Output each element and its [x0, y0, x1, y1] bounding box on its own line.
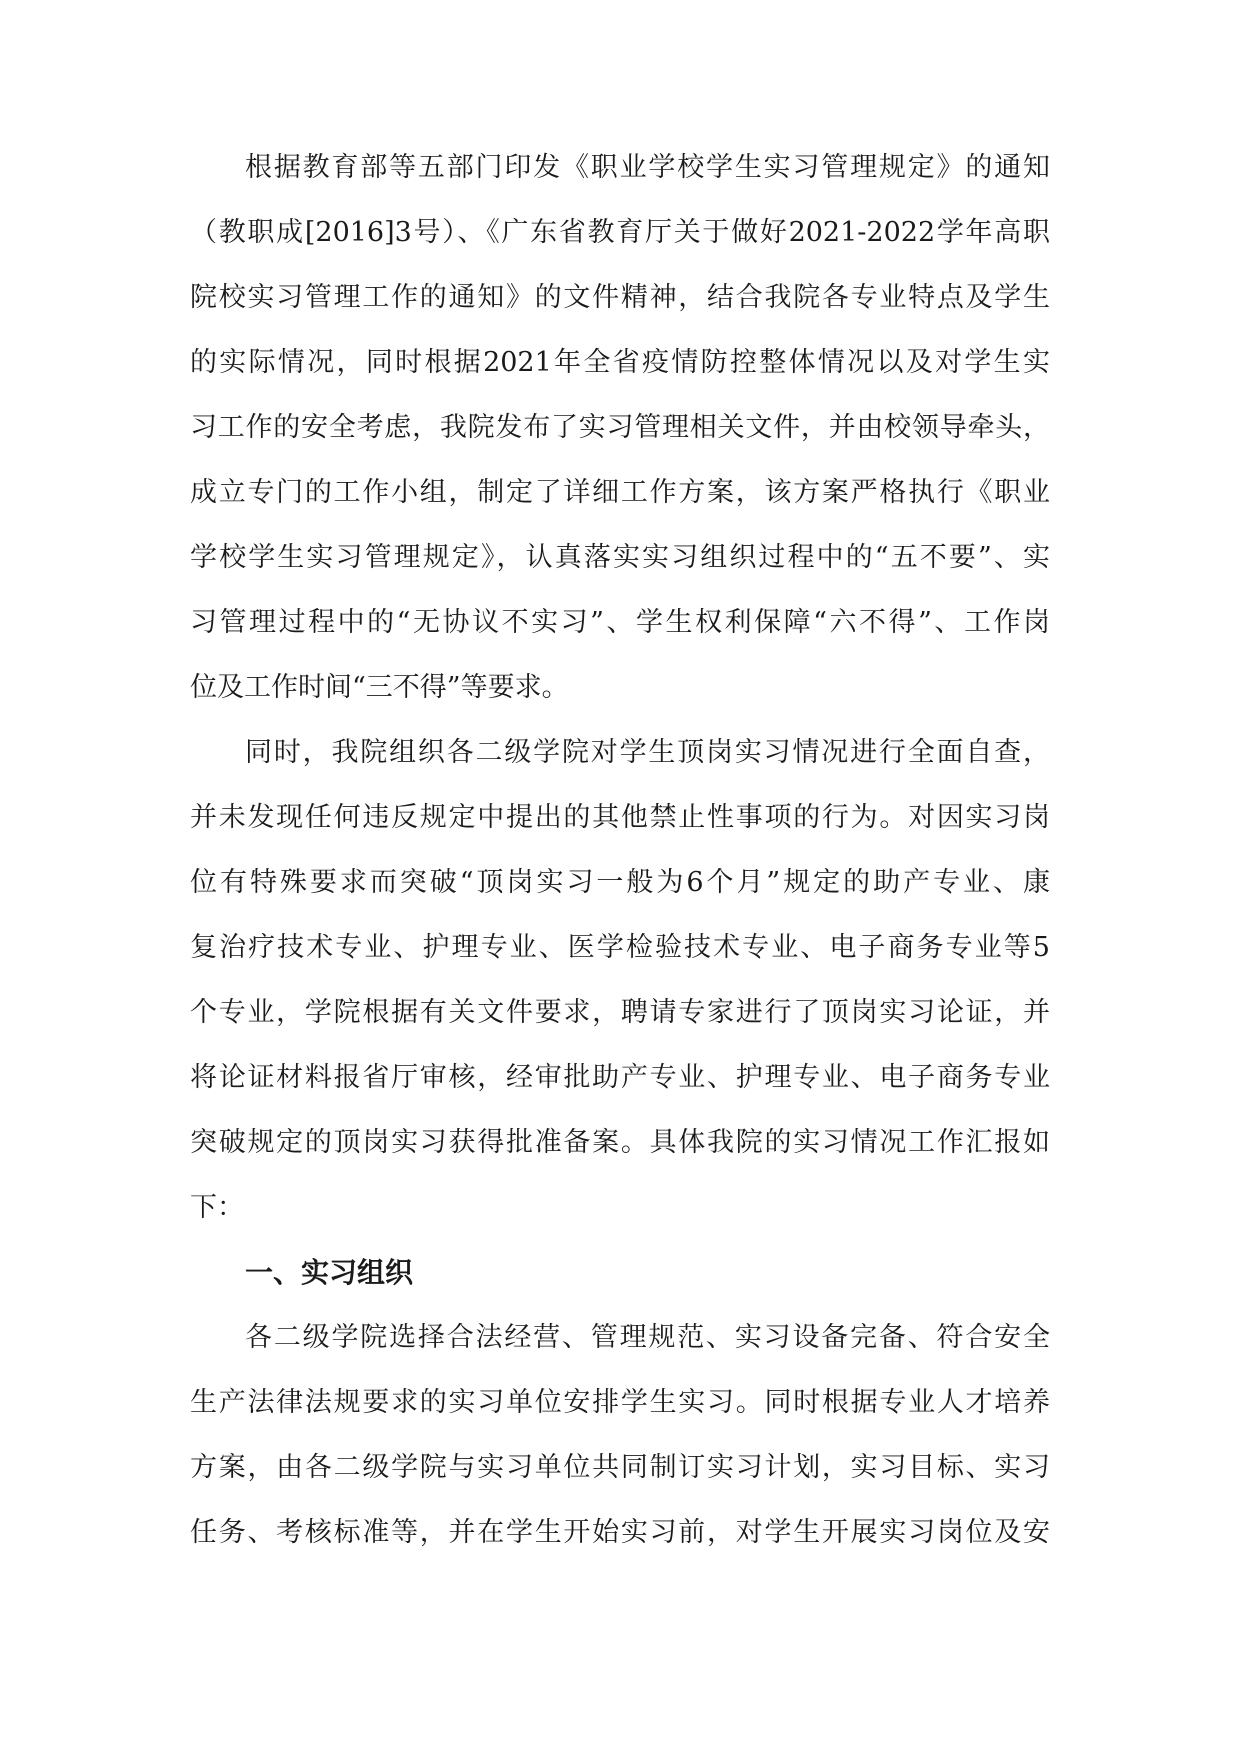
- paragraph-2-line: 突破规定的顶岗实习获得批准备案。具体我院的实习情况工作汇报如: [190, 1127, 1050, 1158]
- paragraph-1-line: 习工作的安全考虑，我院发布了实习管理相关文件，并由校领导牵头，: [190, 412, 1050, 443]
- paragraph-2-line: 将论证材料报省厅审核，经审批助产专业、护理专业、电子商务专业: [190, 1062, 1050, 1093]
- paragraph-1-line: 成立专门的工作小组，制定了详细工作方案，该方案严格执行《职业: [190, 477, 1050, 508]
- paragraph-3-line: 各二级学院选择合法经营、管理规范、实习设备完备、符合安全: [245, 1322, 1050, 1353]
- paragraph-2-line: 并未发现任何违反规定中提出的其他禁止性事项的行为。对因实习岗: [190, 802, 1050, 833]
- paragraph-1-line: （教职成[2016]3号）、《广东省教育厅关于做好2021-2022学年高职: [190, 217, 1050, 248]
- section-heading: 一、实习组织: [245, 1256, 414, 1289]
- paragraph-1-line: 院校实习管理工作的通知》的文件精神，结合我院各专业特点及学生: [190, 282, 1050, 313]
- paragraph-3-line: 生产法律法规要求的实习单位安排学生实习。同时根据专业人才培养: [190, 1387, 1050, 1418]
- paragraph-1-line: 学校学生实习管理规定》，认真落实实习组织过程中的“五不要”、实: [190, 542, 1050, 573]
- paragraph-2-line: 同时，我院组织各二级学院对学生顶岗实习情况进行全面自查，: [245, 737, 1050, 768]
- paragraph-3-line: 任务、考核标准等，并在学生开始实习前，对学生开展实习岗位及安: [190, 1517, 1050, 1548]
- paragraph-2-line: 下：: [190, 1192, 244, 1223]
- paragraph-1-line: 根据教育部等五部门印发《职业学校学生实习管理规定》的通知: [245, 152, 1050, 183]
- paragraph-1-line: 习管理过程中的“无协议不实习”、学生权利保障“六不得”、工作岗: [190, 607, 1050, 638]
- paragraph-2-line: 复治疗技术专业、护理专业、医学检验技术专业、电子商务专业等5: [190, 932, 1050, 963]
- paragraph-1-line: 位及工作时间“三不得”等要求。: [190, 672, 569, 703]
- paragraph-2-line: 位有特殊要求而突破“顶岗实习一般为6个月”规定的助产专业、康: [190, 867, 1050, 898]
- paragraph-2-line: 个专业，学院根据有关文件要求，聘请专家进行了顶岗实习论证，并: [190, 997, 1050, 1028]
- paragraph-3-line: 方案，由各二级学院与实习单位共同制订实习计划，实习目标、实习: [190, 1452, 1050, 1483]
- paragraph-1-line: 的实际情况，同时根据2021年全省疫情防控整体情况以及对学生实: [190, 347, 1050, 378]
